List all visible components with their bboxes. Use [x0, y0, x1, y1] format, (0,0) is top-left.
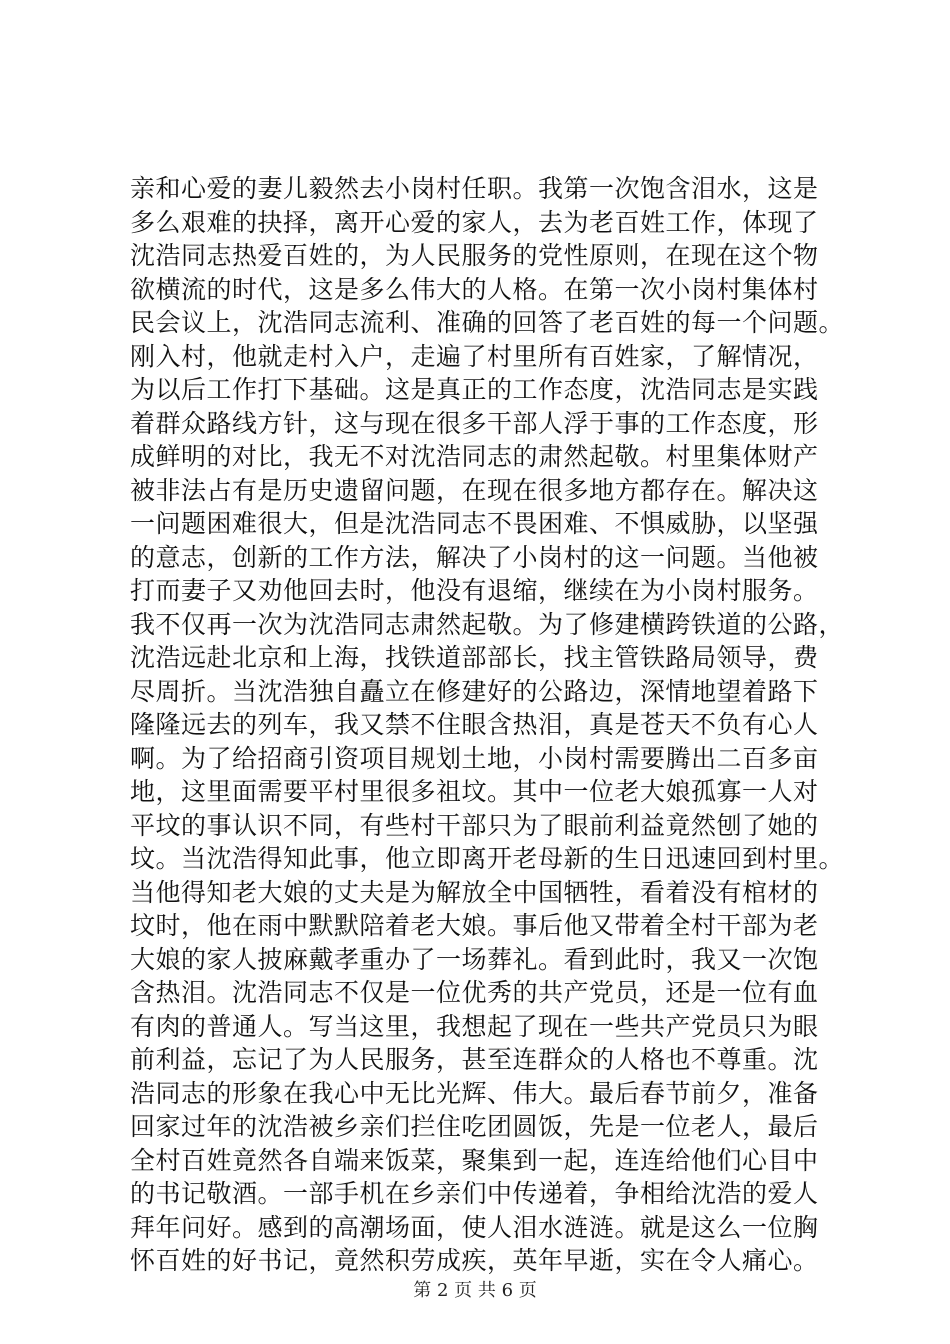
text-line: 拜年问好。感到的高潮场面，使人泪水涟涟。就是这么一位胸	[130, 1212, 819, 1242]
text-line: 地，这里面需要平村里很多祖坟。其中一位老大娘孤寡一人对	[130, 777, 819, 806]
text-line: 多么艰难的抉择，离开心爱的家人，去为老百姓工作，体现了	[130, 207, 819, 237]
text-line: 沈浩同志热爱百姓的，为人民服务的党性原则，在现在这个物	[130, 241, 819, 270]
text-line: 隆隆远去的列车，我又禁不住眼含热泪，真是苍天不负有心人	[130, 710, 819, 739]
text-line: 民会议上，沈浩同志流利、准确的回答了老百姓的每一个问题。	[130, 308, 845, 337]
text-line: 欲横流的时代，这是多么伟大的人格。在第一次小岗村集体村	[130, 274, 819, 304]
text-line: 回家过年的沈浩被乡亲们拦住吃团圆饭，先是一位老人，最后	[130, 1112, 819, 1141]
text-line: 坟。当沈浩得知此事，他立即离开老母新的生日迅速回到村里。	[130, 844, 845, 873]
text-line: 我不仅再一次为沈浩同志肃然起敬。为了修建横跨铁道的公路，	[130, 609, 845, 639]
text-line: 平坟的事认识不同，有些村干部只为了眼前利益竟然刨了她的	[130, 810, 819, 840]
text-line: 一问题困难很大，但是沈浩同志不畏困难、不惧威胁，以坚强	[130, 509, 819, 538]
text-line: 沈浩远赴北京和上海，找铁道部部长，找主管铁路局领导，费	[130, 643, 819, 672]
text-line: 浩同志的形象在我心中无比光辉、伟大。最后春节前夕，准备	[130, 1078, 819, 1108]
text-line: 全村百姓竟然各自端来饭菜，聚集到一起，连连给他们心目中	[130, 1145, 819, 1175]
page-number-footer: 第 2 页 共 6 页	[413, 1280, 537, 1301]
text-line: 打而妻子又劝他回去时，他没有退缩，继续在为小岗村服务。	[130, 576, 819, 605]
text-line: 的书记敬酒。一部手机在乡亲们中传递着，争相给沈浩的爱人	[130, 1179, 819, 1208]
text-line: 尽周折。当沈浩独自矗立在修建好的公路边，深情地望着路下	[130, 676, 819, 706]
text-line: 被非法占有是历史遗留问题，在现在很多地方都存在。解决这	[130, 475, 819, 505]
text-line: 着群众路线方针，这与现在很多干部人浮于事的工作态度，形	[130, 408, 819, 438]
text-line: 前利益，忘记了为人民服务，甚至连群众的人格也不尊重。沈	[130, 1045, 819, 1074]
body-text	[130, 172, 850, 1278]
text-line: 当他得知老大娘的丈夫是为解放全中国牺牲，看着没有棺材的	[130, 877, 819, 907]
text-line: 坟时，他在雨中默默陪着老大娘。事后他又带着全村干部为老	[130, 911, 819, 940]
text-line: 含热泪。沈浩同志不仅是一位优秀的共产党员，还是一位有血	[130, 978, 819, 1007]
text-line: 亲和心爱的妻儿毅然去小岗村任职。我第一次饱含泪水，这是	[130, 174, 819, 203]
text-line: 怀百姓的好书记，竟然积劳成疾，英年早逝，实在令人痛心。	[130, 1246, 819, 1275]
text-line: 成鲜明的对比，我无不对沈浩同志的肃然起敬。村里集体财产	[130, 442, 819, 471]
text-line: 刚入村，他就走村入户，走遍了村里所有百姓家，了解情况，	[130, 341, 819, 371]
text-line: 的意志，创新的工作方法，解决了小岗村的这一问题。当他被	[130, 542, 819, 572]
text-line: 啊。为了给招商引资项目规划土地，小岗村需要腾出二百多亩	[130, 743, 819, 773]
text-line: 为以后工作打下基础。这是真正的工作态度，沈浩同志是实践	[130, 375, 819, 404]
text-line: 大娘的家人披麻戴孝重办了一场葬礼。看到此时，我又一次饱	[130, 944, 819, 974]
text-line: 有肉的普通人。写当这里，我想起了现在一些共产党员只为眼	[130, 1011, 819, 1041]
